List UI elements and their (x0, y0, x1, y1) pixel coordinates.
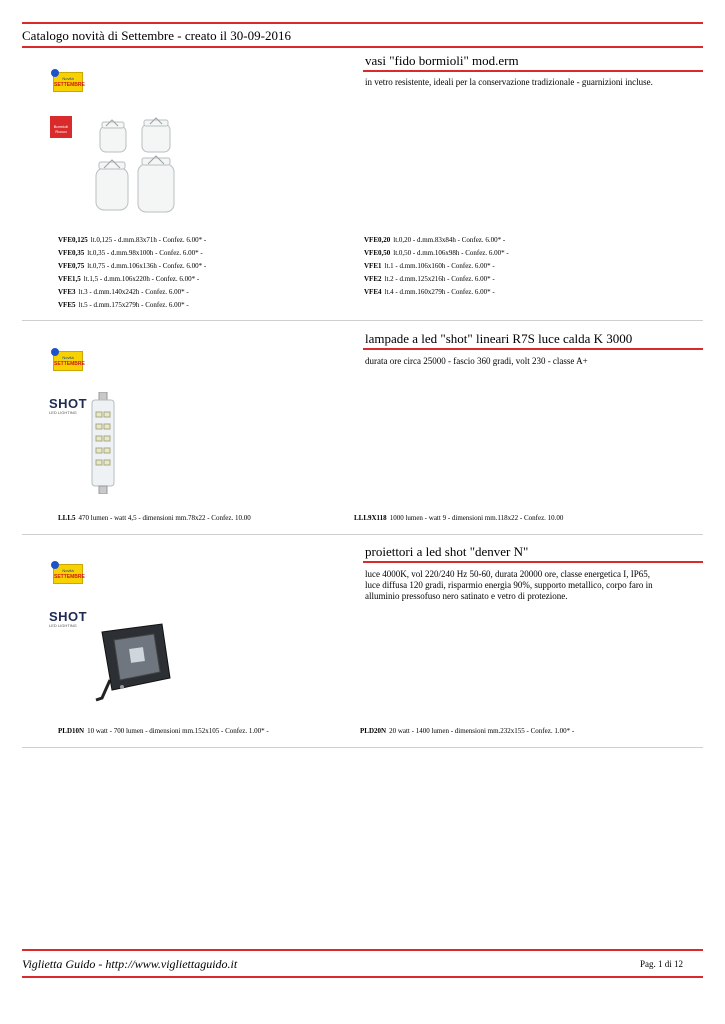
product-row: LLL5 470 lumen - watt 4,5 - dimensioni mm.78x22 - Confez. 10.00 (58, 514, 251, 522)
product-row: VFE5 lt.5 - d.mm.175x279h - Confez. 6.00* - (58, 301, 189, 309)
product-row: VFE0,35 lt.0,35 - d.mm.98x100h - Confez. 6.00* - (58, 249, 203, 257)
novita-settembre-badge: Novità SETTEMBRE (53, 72, 83, 92)
product-row: VFE0,75 lt.0,75 - d.mm.106x136h - Confez. 6.00* - (58, 262, 207, 270)
section-title-rule (363, 561, 703, 563)
product-row: LLL9X118 1000 lumen - watt 9 - dimensioni mm.118x22 - Confez. 10.00 (354, 514, 564, 522)
glass-jars-image (92, 116, 182, 216)
badge-dot-icon (51, 69, 59, 77)
section-divider (22, 534, 703, 535)
badge-dot-icon (51, 348, 59, 356)
product-row: VFE1,5 lt.1,5 - d.mm.106x220h - Confez. 6.00* - (58, 275, 200, 283)
section-title-rule (363, 348, 703, 350)
product-row: VFE0,125 lt.0,125 - d.mm.83x71h - Confez. 6.00* - (58, 236, 207, 244)
section-description: luce 4000K, vol 220/240 Hz 50-60, durata 20000 ore, classe energetica I, IP65, luce diffusa 120 gradi, risparmio energia 90%, supporto metallico, corpo faro in alluminio pressofuso nero satinato e vetro di protezione. (365, 569, 653, 601)
novita-settembre-badge: Novità SETTEMBRE (53, 351, 83, 371)
product-row: PLD10N 10 watt - 700 lumen - dimensioni mm.152x105 - Confez. 1.00* - (58, 727, 269, 735)
novita-settembre-badge: Novità SETTEMBRE (53, 564, 83, 584)
header-top-rule (22, 22, 703, 24)
section-divider (22, 747, 703, 748)
led-floodlight-image (92, 620, 176, 710)
section-title: vasi "fido bormioli" mod.erm (365, 53, 519, 68)
section-divider (22, 320, 703, 321)
section-title-rule (363, 70, 703, 72)
product-row: VFE1 lt.1 - d.mm.106x160h - Confez. 6.00* - (364, 262, 495, 270)
product-row: VFE2 lt.2 - d.mm.125x216h - Confez. 6.00* - (364, 275, 495, 283)
r7s-led-lamp-image (88, 392, 118, 494)
page-number: Pag. 1 di 12 (640, 959, 684, 969)
product-row: VFE4 lt.4 - d.mm.160x279h - Confez. 6.00* - (364, 288, 495, 296)
section-description: in vetro resistente, ideali per la conservazione tradizionale - guarnizioni incluse. (365, 77, 653, 87)
badge-dot-icon (51, 561, 59, 569)
section-title: proiettori a led shot "denver N" (365, 544, 529, 559)
section-title: lampade a led "shot" lineari R7S luce calda K 3000 (365, 331, 633, 346)
section-description: durata ore circa 25000 - fascio 360 gradi, volt 230 - classe A+ (365, 356, 588, 366)
shot-logo: SHOT LED LIGHTING (49, 396, 88, 415)
shot-logo: SHOT LED LIGHTING (49, 609, 88, 628)
page-title: Catalogo novità di Settembre - creato il 30-09-2016 (22, 28, 291, 43)
product-row: VFE0,50 lt.0,50 - d.mm.106x98h - Confez. 6.00* - (364, 249, 509, 257)
header-bottom-rule (22, 46, 703, 48)
product-row: VFE3 lt.3 - d.mm.140x242h - Confez. 6.00* - (58, 288, 189, 296)
product-row: VFE0,20 lt.0,20 - d.mm.83x84h - Confez. 6.00* - (364, 236, 506, 244)
footer-bottom-rule (22, 976, 703, 978)
bormioli-logo: Bormioli Rocco (50, 116, 72, 138)
footer-company: Viglietta Guido - http://www.vigliettaguido.it (22, 957, 238, 971)
footer-top-rule (22, 949, 703, 951)
product-row: PLD20N 20 watt - 1400 lumen - dimensioni mm.232x155 - Confez. 1.00* - (360, 727, 575, 735)
